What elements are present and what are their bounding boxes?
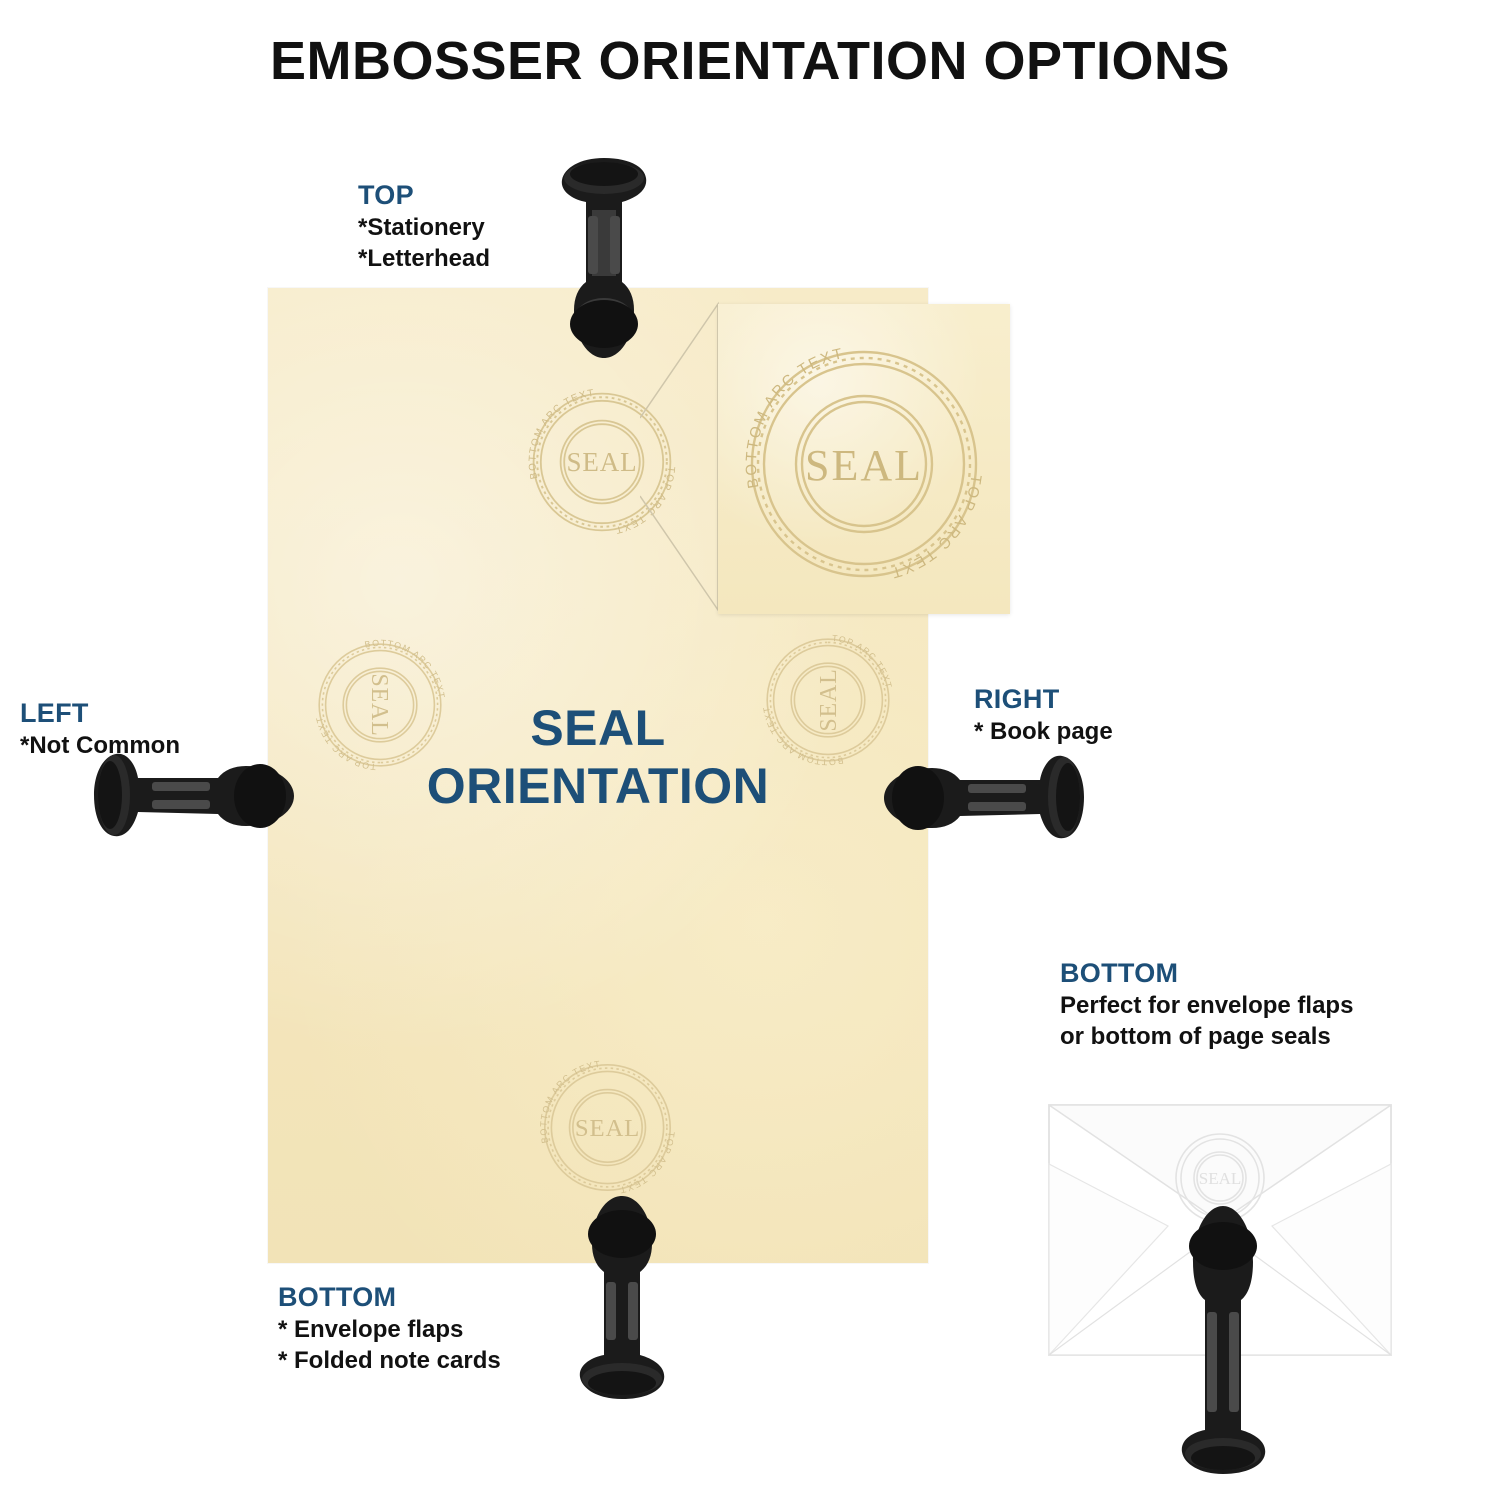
svg-text:BOTTOM ARC TEXT: BOTTOM ARC TEXT — [538, 1058, 602, 1145]
svg-text:BOTTOM ARC TEXT: BOTTOM ARC TEXT — [363, 637, 447, 700]
svg-text:TOP ARC TEXT: TOP ARC TEXT — [613, 465, 677, 536]
svg-text:BOTTOM ARC TEXT: BOTTOM ARC TEXT — [527, 387, 596, 481]
callout-line: Perfect for envelope flaps — [1060, 992, 1354, 1019]
page-title: EMBOSSER ORIENTATION OPTIONS — [269, 31, 1231, 91]
svg-text:BOTTOM ARC TEXT: BOTTOM ARC TEXT — [742, 344, 847, 490]
callout-label-bottom-envelope — [1060, 958, 1353, 1052]
paper-center-line-2: ORIENTATION — [426, 757, 770, 814]
callout-line: *Stationery — [358, 214, 485, 241]
svg-text:SEAL: SEAL — [816, 668, 842, 732]
callout-heading: LEFT — [20, 698, 89, 728]
callout-line: * Envelope flaps — [278, 1316, 464, 1343]
svg-text:TOP ARC TEXT: TOP ARC TEXT — [313, 715, 377, 773]
svg-text:BOTTOM ARC TEXT: BOTTOM ARC TEXT — [761, 705, 845, 768]
callout-line: *Not Common — [20, 732, 180, 759]
callout-line: *Letterhead — [358, 244, 491, 272]
embosser-tool-bottom-envelope[interactable] — [1168, 1180, 1278, 1480]
svg-text:SEAL: SEAL — [805, 441, 923, 490]
svg-text:TOP ARC TEXT: TOP ARC TEXT — [831, 632, 895, 690]
svg-text:SEAL: SEAL — [574, 1114, 641, 1142]
callout-line: * Folded note cards — [278, 1346, 501, 1374]
svg-text:TOP ARC TEXT: TOP ARC TEXT — [887, 473, 985, 582]
callout-heading: TOP — [358, 180, 414, 210]
callout-label-left — [20, 698, 250, 762]
callout-heading: RIGHT — [974, 684, 1060, 714]
callout-label-top — [358, 180, 490, 274]
callout-line: * Book page — [974, 718, 1113, 745]
svg-text:SEAL: SEAL — [566, 447, 638, 477]
zoom-detail-panel — [718, 304, 1010, 614]
callout-line: or bottom of page seals — [1060, 1022, 1331, 1050]
callout-heading: BOTTOM — [1060, 958, 1179, 988]
embosser-tool-top[interactable] — [548, 152, 660, 387]
svg-text:SEAL: SEAL — [366, 673, 392, 737]
embosser-tool-bottom-paper[interactable] — [566, 1160, 678, 1405]
svg-text:TOP ARC TEXT: TOP ARC TEXT — [618, 1131, 677, 1196]
paper-center-line-1: SEAL — [530, 700, 666, 756]
paper-center-label — [268, 700, 928, 815]
callout-label-right — [974, 684, 1113, 748]
callout-heading: BOTTOM — [278, 1282, 397, 1312]
callout-label-bottom-paper — [278, 1282, 501, 1376]
svg-text:SEAL: SEAL — [1198, 1169, 1242, 1188]
